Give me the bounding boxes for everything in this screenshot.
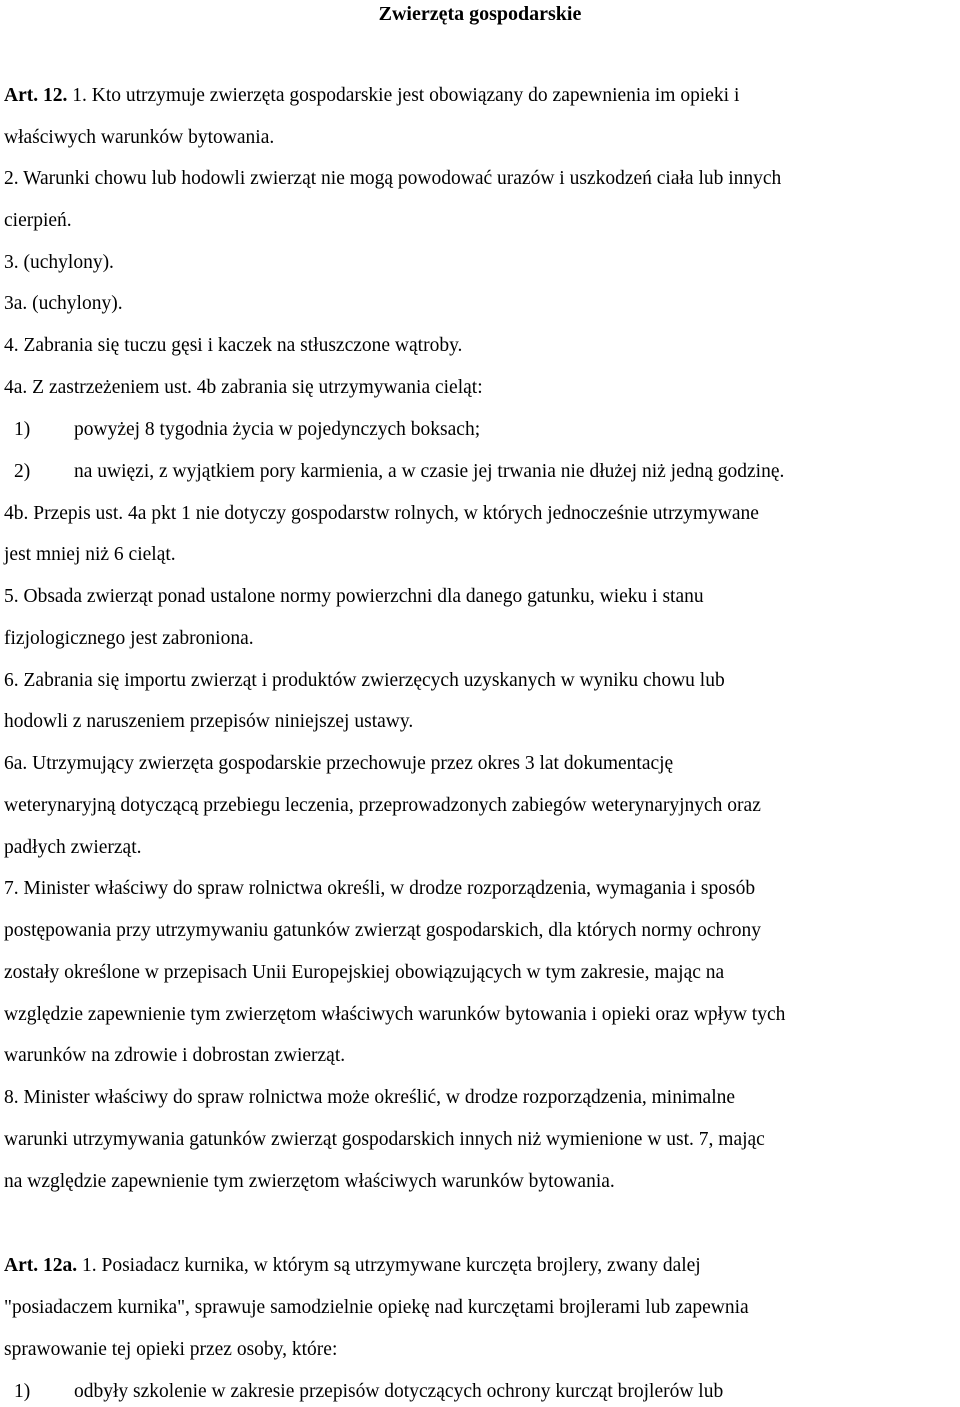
art12a-text-1: 1. Posiadacz kurnika, w którym są utrzymywane kurczęta brojlery, zwany dalej: [77, 1255, 701, 1276]
art12-line-13: 6. Zabrania się importu zwierząt i produktów zwierzęcych uzyskanych w wyniku chowu lub: [4, 670, 725, 691]
art12-line-15: 6a. Utrzymujący zwierzęta gospodarskie przechowuje przez okres 3 lat dokumentację: [4, 753, 674, 774]
art12-text-1: 1. Kto utrzymuje zwierzęta gospodarskie jest obowiązany do zapewnienia im opieki i: [67, 85, 740, 106]
art12-line-3: 2. Warunki chowu lub hodowli zwierząt nie mogą powodować urazów i uszkodzeń ciała lub innych: [4, 168, 782, 189]
art12-line-20: zostały określone w przepisach Unii Europejskiej obowiązujących w tym zakresie, mając na: [4, 962, 725, 983]
art12-label: Art. 12.: [4, 85, 68, 106]
art12-line-2: właściwych warunków bytowania.: [4, 127, 275, 148]
art12a-line-2: "posiadaczem kurnika", sprawuje samodzielnie opiekę nad kurczętami brojlerami lub zapewnia: [4, 1297, 749, 1318]
art12-line-6: 3a. (uchylony).: [4, 293, 123, 314]
list-item-number: 1): [14, 419, 31, 440]
art12-line-11: 5. Obsada zwierząt ponad ustalone normy powierzchni dla danego gatunku, wieku i stanu: [4, 586, 704, 607]
art12-line-17: padłych zwierząt.: [4, 837, 142, 858]
list-item-text: odbyły szkolenie w zakresie przepisów dotyczących ochrony kurcząt brojlerów lub: [74, 1381, 724, 1402]
art12-line-16: weterynaryjną dotyczącą przebiegu leczenia, przeprowadzonych zabiegów weterynaryjnych oraz: [4, 795, 761, 816]
art12-line-24: warunki utrzymywania gatunków zwierząt gospodarskich innych niż wymienione w ust. 7, mając: [4, 1129, 765, 1150]
art12-line-12: fizjologicznego jest zabroniona.: [4, 628, 254, 649]
art12-line-18: 7. Minister właściwy do spraw rolnictwa określi, w drodze rozporządzenia, wymagania i sposób: [4, 878, 756, 899]
art12-line-7: 4. Zabrania się tuczu gęsi i kaczek na stłuszczone wątroby.: [4, 335, 463, 356]
art12-line-14: hodowli z naruszeniem przepisów niniejszej ustawy.: [4, 711, 414, 732]
art12-line-23: 8. Minister właściwy do spraw rolnictwa może określić, w drodze rozporządzenia, minimalne: [4, 1087, 736, 1108]
art12-line-21: względzie zapewnienie tym zwierzętom właściwych warunków bytowania i opieki oraz wpływ tych: [4, 1004, 786, 1025]
list-item-number: 1): [14, 1381, 31, 1402]
art12-line-22: warunków na zdrowie i dobrostan zwierząt.: [4, 1045, 346, 1066]
document-title: Zwierzęta gospodarskie: [378, 3, 582, 25]
art12-line-10: jest mniej niż 6 cieląt.: [4, 544, 176, 565]
art12-line-8: 4a. Z zastrzeżeniem ust. 4b zabrania się utrzymywania cieląt:: [4, 377, 483, 398]
art12a-label: Art. 12a.: [4, 1255, 78, 1276]
art12-line-4: cierpień.: [4, 210, 72, 231]
art12-line-25: na względzie zapewnienie tym zwierzętom właściwych warunków bytowania.: [4, 1171, 615, 1192]
art12a-line-3: sprawowanie tej opieki przez osoby, które:: [4, 1339, 338, 1360]
list-item-text: powyżej 8 tygodnia życia w pojedynczych boksach;: [74, 419, 481, 440]
art12a-line-1: [4, 1256, 701, 1276]
art12-line-9: 4b. Przepis ust. 4a pkt 1 nie dotyczy gospodarstw rolnych, w których jednocześnie utrzymywane: [4, 503, 759, 524]
art12-line-19: postępowania przy utrzymywaniu gatunków zwierząt gospodarskich, dla których normy ochrony: [4, 920, 762, 941]
art12-line-5: 3. (uchylony).: [4, 252, 114, 273]
list-item-text: na uwięzi, z wyjątkiem pory karmienia, a w czasie jej trwania nie dłużej niż jedną godzinę.: [74, 461, 785, 482]
art12-line-1: [4, 86, 739, 106]
list-item-number: 2): [14, 461, 31, 482]
